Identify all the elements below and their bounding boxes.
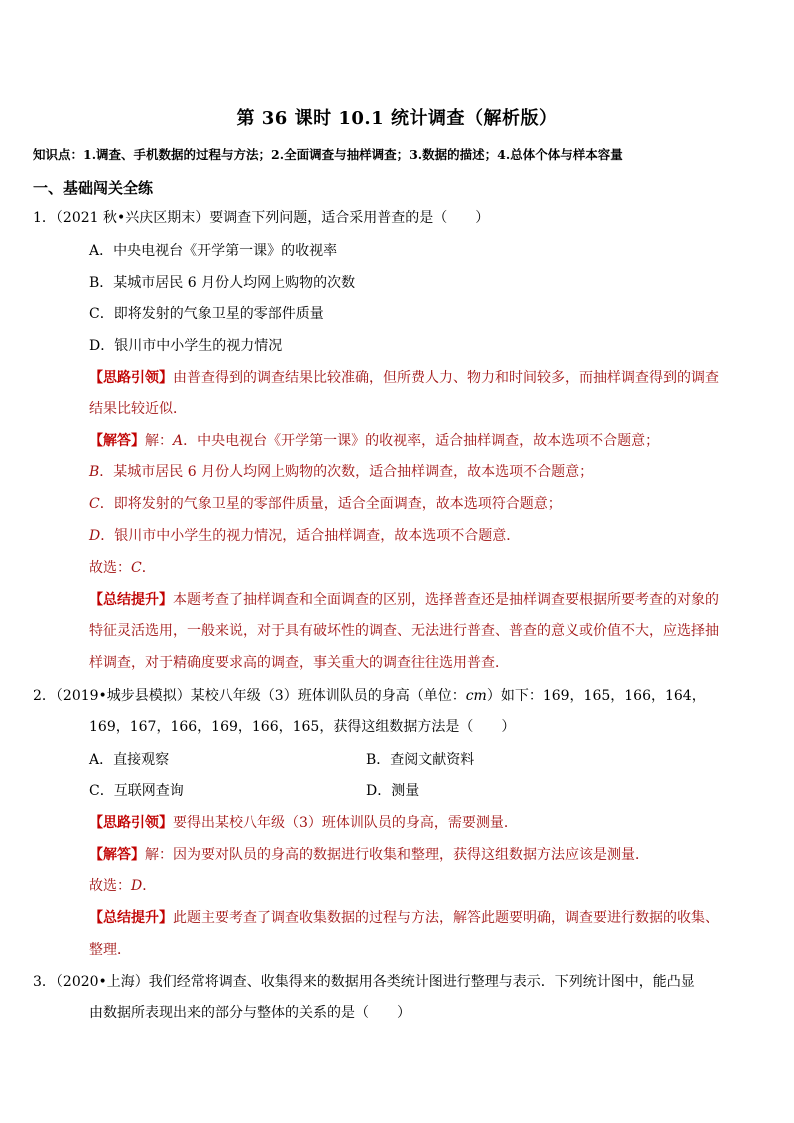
q1-answer-text-a: ．中央电视台《开学第一课》的收视率，适合抽样调查，故本选项不合题意； xyxy=(183,433,660,449)
page-title: 第 36 课时 10.1 统计调查（解析版） xyxy=(236,108,558,129)
section-heading: 一、基础闯关全练 xyxy=(33,179,154,197)
q1-answer-letter-b: B xyxy=(89,464,100,480)
q1-summary-line-1 xyxy=(89,590,719,610)
q2-option-b: B．查阅文献资料 xyxy=(366,752,475,768)
q2-stem-part-1: 2．（2019•城步县模拟）某校八年级（3）班体训队员的身高（单位： xyxy=(33,688,466,704)
q1-choose-suffix: ． xyxy=(141,560,156,576)
q2-option-a: A．直接观察 xyxy=(89,752,170,768)
q1-idea-text: 由普查得到的调查结果比较准确，但所费人力、物力和时间较多，而抽样调查得到的调查 xyxy=(173,370,719,386)
q2-option-d: D．测量 xyxy=(366,783,420,799)
q1-answer-letter-c: C xyxy=(89,496,100,512)
q1-answer-line-1 xyxy=(89,431,659,451)
q2-option-c: C．互联网查询 xyxy=(89,783,184,799)
q1-choose-prefix: 故选： xyxy=(89,560,131,576)
q1-answer-text-d: ．银川市中小学生的视力情况，适合抽样调查，故本选项不合题意． xyxy=(100,528,521,544)
q2-idea-tag: 【思路引领】 xyxy=(89,815,173,831)
q1-summary-text: 本题考查了抽样调查和全面调查的区别，选择普查还是抽样调查要根据所要考查的对象的 xyxy=(173,592,719,608)
q1-answer-letter-a: A xyxy=(173,433,184,449)
q3-stem-line-1: 3．（2020•上海）我们经常将调查、收集得来的数据用各类统计图进行整理与表示．下列统计图中，能凸显 xyxy=(33,974,695,990)
q1-choose-letter: C xyxy=(131,560,142,576)
q1-option-b: B．某城市居民 6 月份人均网上购物的次数 xyxy=(89,275,356,291)
q1-answer-line-4 xyxy=(89,526,520,546)
q1-answer-letter-d: D xyxy=(89,528,101,544)
q1-answer-prefix: 解： xyxy=(145,433,173,449)
q2-choose-suffix: ． xyxy=(142,878,157,894)
q2-summary-text: 此题主要考查了调查收集数据的过程与方法，解答此题要明确，调查要进行数据的收集、 xyxy=(173,910,719,926)
summary-tag: 【总结提升】 xyxy=(89,592,173,608)
q2-answer-line xyxy=(89,845,649,865)
q2-choose-letter: D xyxy=(131,878,143,894)
q1-answer-line-2 xyxy=(89,462,593,482)
q1-answer-text-c: ．即将发射的气象卫星的零部件质量，适合全面调查，故本选项符合题意； xyxy=(99,496,562,512)
q2-idea-line xyxy=(89,813,518,833)
q1-option-a: A．中央电视台《开学第一课》的收视率 xyxy=(89,243,338,259)
q2-choose-prefix: 故选： xyxy=(89,878,131,894)
idea-tag: 【思路引领】 xyxy=(89,370,173,386)
q2-stem-line-2: 169，167，166，169，166，165，获得这组数据方法是（ ） xyxy=(89,719,516,735)
q1-answer-line-3 xyxy=(89,494,562,514)
q1-answer-text-b: ．某城市居民 6 月份人均网上购物的次数，适合抽样调查，故本选项不合题意； xyxy=(99,464,594,480)
q2-stem-line-1 xyxy=(33,686,706,706)
q2-summary-line-1 xyxy=(89,908,719,928)
knowledge-points: 知识点：1.调查、手机数据的过程与方法；2.全面调查与抽样调查；3.数据的描述；4.总体个体与样本容量 xyxy=(33,147,623,162)
q2-stem-unit: cm xyxy=(465,688,487,704)
q1-summary-line-2: 特征灵活选用，一般来说，对于具有破坏性的调查、无法进行普查、普查的意义或价值不大，应选择抽 xyxy=(89,623,719,639)
q2-summary-tag: 【总结提升】 xyxy=(89,910,173,926)
q1-option-d: D．银川市中小学生的视力情况 xyxy=(89,338,283,354)
q2-stem-part-2: ）如下：169，165，166，164， xyxy=(486,688,706,704)
q1-stem: 1．（2021 秋•兴庆区期末）要调查下列问题，适合采用普查的是（ ） xyxy=(33,210,490,226)
q2-summary-line-2: 整理． xyxy=(89,942,131,958)
q2-answer-tag: 【解答】 xyxy=(89,847,145,863)
q1-idea-line-2: 结果比较近似． xyxy=(89,401,187,417)
q1-choose-line xyxy=(89,558,156,578)
q2-choose-line xyxy=(89,876,156,896)
q2-idea-text: 要得出某校八年级（3）班体训队员的身高，需要测量． xyxy=(173,815,518,831)
q3-stem-line-2: 由数据所表现出来的部分与整体的关系的是（ ） xyxy=(89,1005,411,1021)
q2-answer-text: 解：因为要对队员的身高的数据进行收集和整理，获得这组数据方法应该是测量． xyxy=(145,847,649,863)
q1-option-c: C．即将发射的气象卫星的零部件质量 xyxy=(89,306,324,322)
answer-tag: 【解答】 xyxy=(89,433,145,449)
q1-idea-line-1 xyxy=(89,368,719,388)
q1-summary-line-3: 样调查，对于精确度要求高的调查，事关重大的调查往往选用普查． xyxy=(89,655,509,671)
